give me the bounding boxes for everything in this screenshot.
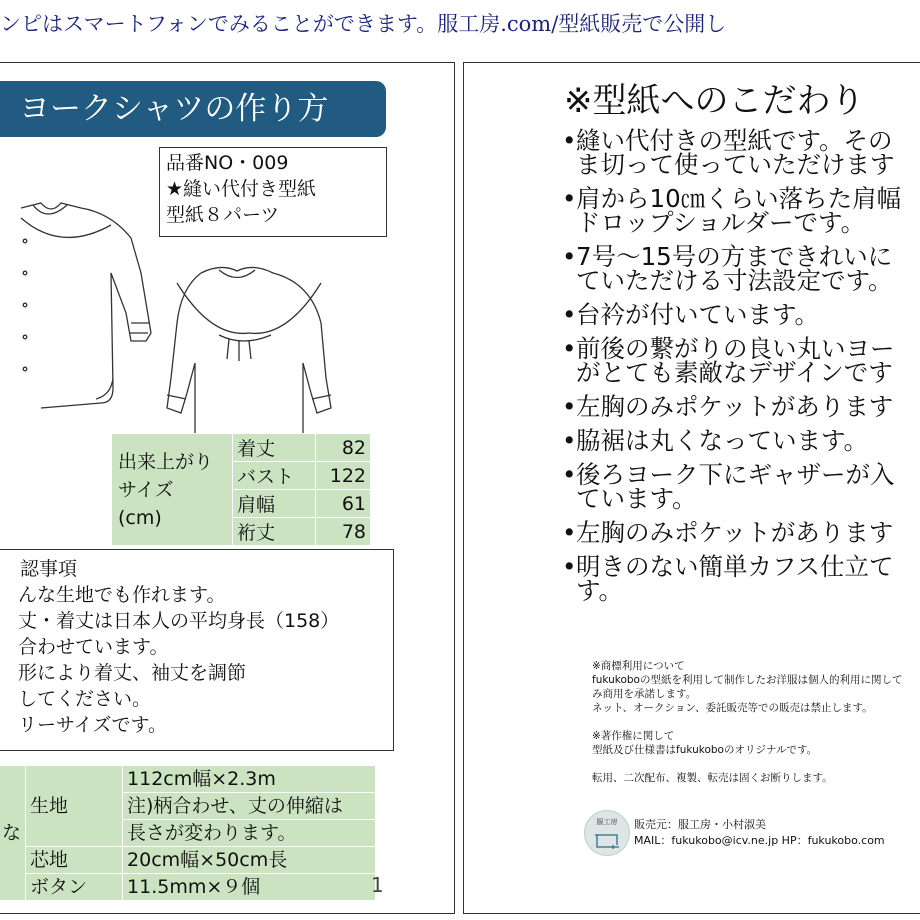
feature-item xyxy=(562,426,920,455)
seller-name: 販売元：服工房・小村淑美 xyxy=(634,818,766,831)
feature-line: 後ろヨーク下にギャザーが入 xyxy=(576,460,895,489)
feature-item xyxy=(562,460,920,513)
copyright-notice xyxy=(592,729,833,785)
notes-box xyxy=(0,549,394,751)
feature-line: 肩から10㎝くらい落ちた肩幅 xyxy=(576,184,902,213)
feature-item xyxy=(562,518,920,547)
notes-line: 形により着丈、袖丈を調節 xyxy=(18,662,247,684)
seller-contact: MAIL：fukukobo@icv.ne.jp HP：fukukobo.com xyxy=(634,834,885,847)
bullet-icon: • xyxy=(562,518,577,547)
bullet-icon: • xyxy=(562,334,577,363)
bullet-icon: • xyxy=(562,300,577,329)
sewing-machine-icon xyxy=(585,827,629,853)
size-value: 61 xyxy=(316,490,371,518)
fabric-line: 112cm幅×2.3m xyxy=(123,766,376,793)
size-name: 裄丈 xyxy=(233,518,316,546)
notes-line: してください。 xyxy=(18,688,152,710)
materials-table xyxy=(0,765,376,901)
bullet-icon: • xyxy=(562,426,577,455)
fabric-line: 長さが変わります。 xyxy=(123,820,376,847)
size-value: 82 xyxy=(316,434,371,462)
title-text: ヨークシャツの作り方 xyxy=(19,91,329,127)
size-label-line: サイズ xyxy=(118,478,174,501)
feature-line: 7号〜15号の方まできれいに xyxy=(576,242,893,271)
product-number: 品番NO・009 xyxy=(166,152,289,174)
feature-line: 脇裾は丸くなっています。 xyxy=(576,426,869,455)
feature-line: 明きのない簡単カフス仕立て xyxy=(576,552,894,581)
brand-logo xyxy=(584,810,630,856)
trademark-line: ネット、オークション、委託販売等での販売は禁止します。 xyxy=(592,702,873,714)
feature-line: す。 xyxy=(576,576,624,605)
feature-line: 左胸のみポケットがあります xyxy=(576,392,894,421)
interfacing-label: 芯地 xyxy=(26,847,123,874)
feature-item xyxy=(562,126,920,179)
fabric-line: 注)柄合わせ、丈の伸縮は xyxy=(123,793,376,820)
copyright-line: ※著作権に関して xyxy=(592,730,675,742)
bullet-icon: • xyxy=(562,242,577,271)
feature-line: ていただける寸法設定です。 xyxy=(576,266,893,295)
size-value: 78 xyxy=(316,518,371,546)
notes-heading: 認事項 xyxy=(20,558,78,580)
seller-info xyxy=(634,817,885,849)
size-name: 着丈 xyxy=(233,434,316,462)
feature-line: 台衿が付いています。 xyxy=(576,300,820,329)
pattern-parts: 型紙８パーツ xyxy=(166,204,280,226)
trademark-line: fukukoboの型紙を利用して制作したお洋服は個人的利用に関して xyxy=(592,674,903,686)
feature-item xyxy=(562,392,920,421)
materials-group-label: な xyxy=(0,766,26,901)
size-name: バスト xyxy=(233,462,316,490)
feature-line: ま切って使っていただけます xyxy=(576,150,895,179)
logo-text: 服工房 xyxy=(596,818,618,826)
feature-line: ドロップショルダーです。 xyxy=(576,208,866,237)
page-title xyxy=(0,81,386,137)
trademark-line: ※商標利用について xyxy=(592,660,685,672)
button-value: 11.5mm×９個 xyxy=(123,874,376,901)
notes-line: んな生地でも作れます。 xyxy=(18,584,226,606)
trademark-notice xyxy=(592,659,902,715)
notes-line: リーサイズです。 xyxy=(18,714,167,736)
size-table xyxy=(111,433,371,546)
right-page xyxy=(463,62,920,914)
bullet-icon: • xyxy=(562,392,577,421)
copyright-line: 転用、二次配布、複製、転売は固くお断りします。 xyxy=(592,772,833,784)
product-info-box xyxy=(159,147,387,237)
feature-item xyxy=(562,300,920,329)
size-name: 肩幅 xyxy=(233,490,316,518)
bullet-icon: • xyxy=(562,552,577,581)
fabric-label: 生地 xyxy=(26,766,123,847)
bullet-icon: • xyxy=(562,460,577,489)
trademark-line: み商用を承諾します。 xyxy=(592,688,697,700)
size-value: 122 xyxy=(316,462,371,490)
feature-line: がとても素敵なデザインです xyxy=(576,358,893,387)
page-number: 1 xyxy=(371,873,384,897)
seam-allowance-note: ★縫い代付き型紙 xyxy=(166,178,317,200)
feature-line: 左胸のみポケットがあります xyxy=(576,518,894,547)
feature-item xyxy=(562,184,920,237)
size-table-label xyxy=(112,434,233,546)
bullet-icon: • xyxy=(562,184,577,213)
feature-item xyxy=(562,552,920,605)
size-label-line: (cm) xyxy=(118,506,162,529)
top-banner: ンピはスマートフォンでみることができます。服工房.com/型紙販売で公開し xyxy=(0,12,727,36)
feature-item xyxy=(562,334,920,387)
feature-item xyxy=(562,242,920,295)
features-title: ※型紙へのこだわり xyxy=(564,81,865,121)
interfacing-value: 20cm幅×50cm長 xyxy=(123,847,376,874)
size-label-line: 出来上がり xyxy=(118,450,214,473)
feature-line: 縫い代付きの型紙です。その xyxy=(576,126,893,155)
left-page xyxy=(0,62,455,914)
notes-line: 合わせています。 xyxy=(18,636,169,658)
bullet-icon: • xyxy=(562,126,577,155)
feature-line: ています。 xyxy=(576,484,697,513)
features-list xyxy=(562,126,920,613)
feature-line: 前後の繋がりの良い丸いヨー xyxy=(576,334,895,363)
notes-line: 丈・着丈は日本人の平均身長（158） xyxy=(18,610,340,632)
button-label: ボタン xyxy=(26,874,123,901)
copyright-line: 型紙及び仕様書はfukukoboのオリジナルです。 xyxy=(592,744,818,756)
